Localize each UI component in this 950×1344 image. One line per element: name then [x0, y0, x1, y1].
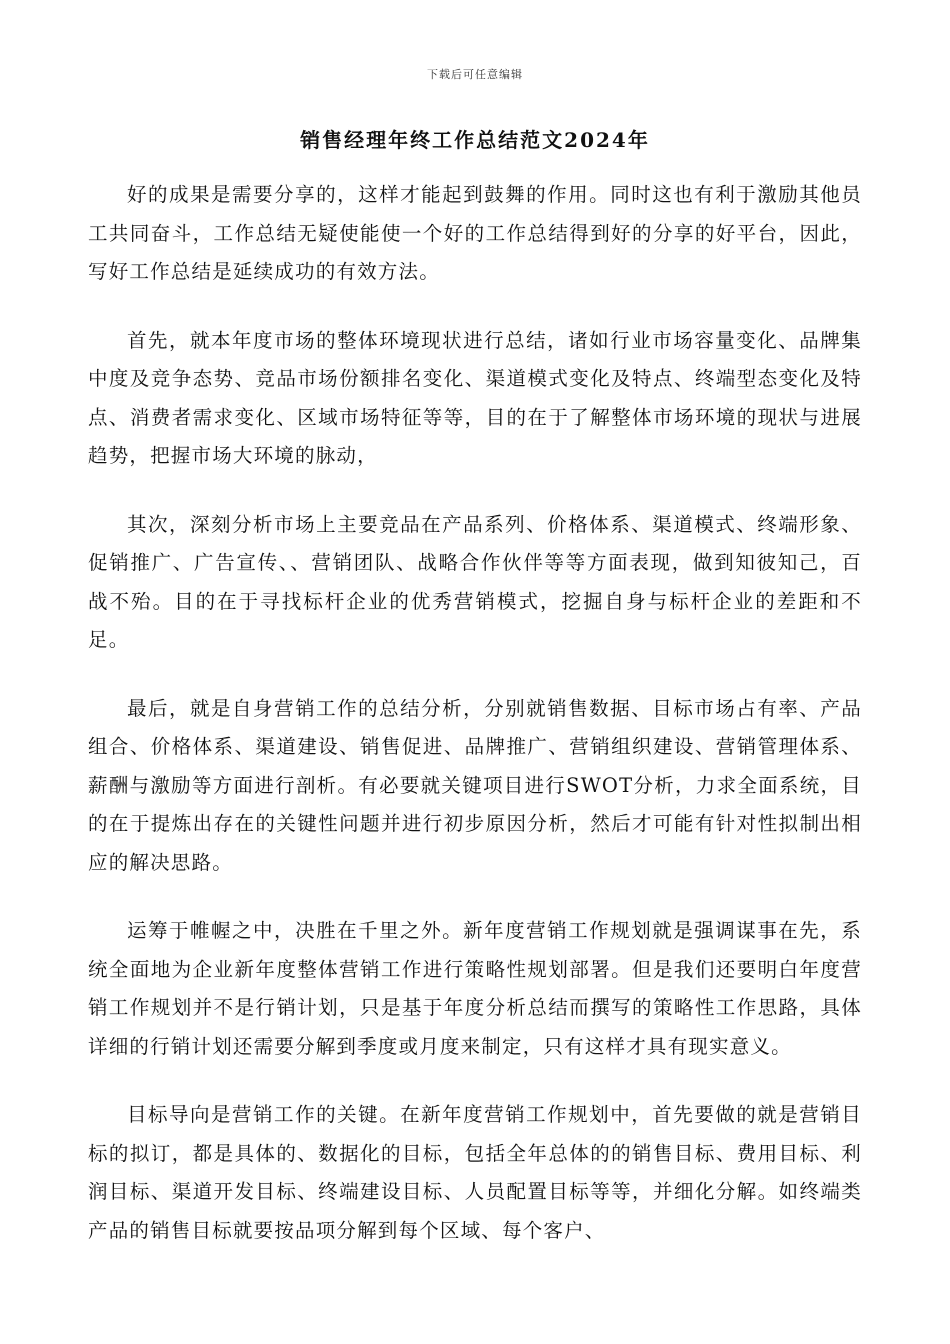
paragraph-2: 首先，就本年度市场的整体环境现状进行总结，诸如行业市场容量变化、品牌集中度及竞争态势、竞品市场份额排名变化、渠道模式变化及特点、终端型态变化及特点、消费者需求变化、区域市场特征等等，目的在于了解整体市场环境的现状与进展趋势，把握市场大环境的脉动，: [88, 328, 862, 467]
document-body: [88, 176, 862, 1280]
paragraph-3: 其次，深刻分析市场上主要竞品在产品系列、价格体系、渠道模式、终端形象、促销推广、广告宣传、、营销团队、战略合作伙伴等等方面表现，做到知彼知己，百战不殆。目的在于寻找标杆企业的优秀营销模式，挖掘自身与标杆企业的差距和不足。: [88, 512, 862, 651]
paragraph-5: 运筹于帷幄之中，决胜在千里之外。新年度营销工作规划就是强调谋事在先，系统全面地为企业新年度整体营销工作进行策略性规划部署。但是我们还要明白年度营销工作规划并不是行销计划，只是基于年度分析总结而撰写的策略性工作思路，具体详细的行销计划还需要分解到季度或月度来制定，只有这样才具有现实意义。: [88, 919, 862, 1058]
paragraph-6: 目标导向是营销工作的关键。在新年度营销工作规划中，首先要做的就是营销目标的拟订，都是具体的、数据化的目标，包括全年总体的的销售目标、费用目标、利润目标、渠道开发目标、终端建设目标、人员配置目标等等，并细化分解。如终端类产品的销售目标就要按品项分解到每个区域、每个客户、: [88, 1103, 862, 1242]
paragraph-4: 最后，就是自身营销工作的总结分析，分别就销售数据、目标市场占有率、产品组合、价格体系、渠道建设、销售促进、品牌推广、营销组织建设、营销管理体系、薪酬与激励等方面进行剖析。有必要就关键项目进行SWOT分析，力求全面系统，目的在于提炼出存在的关键性问题并进行初步原因分析，然后才可能有针对性拟制出相应的解决思路。: [88, 696, 862, 874]
header-note: 下载后可任意编辑: [427, 68, 523, 81]
document-title: 销售经理年终工作总结范文2024年: [300, 128, 650, 152]
paragraph-1: 好的成果是需要分享的，这样才能起到鼓舞的作用。同时这也有利于激励其他员工共同奋斗，工作总结无疑使能使一个好的工作总结得到好的分享的好平台，因此，写好工作总结是延续成功的有效方法。: [88, 183, 862, 283]
